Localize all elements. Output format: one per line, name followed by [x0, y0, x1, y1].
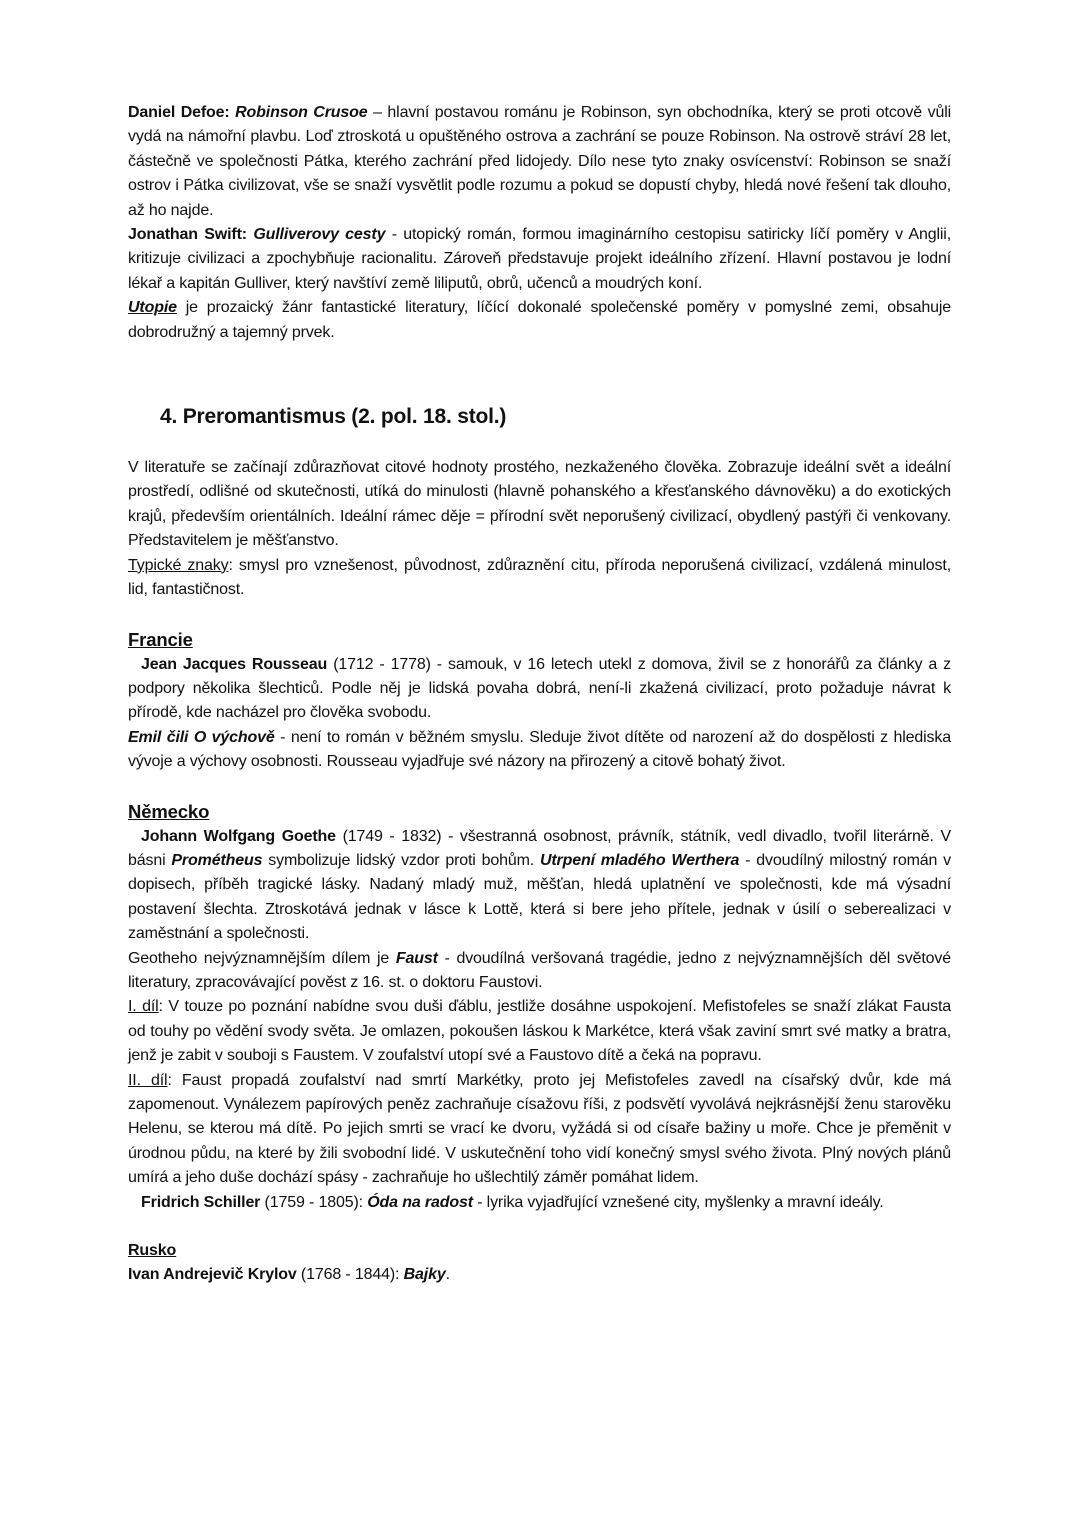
paragraph-text: – hlavní postavou románu je Robinson, syn obchodníka, který se proti otcově vůli vydá na námořní plavbu. Loď ztroskotá u opuštěného ostrova a zachrání se pouze Robinson. Na ostrově stráví 28 let, částečně ve společnosti Pátka, kterého zachrání před lidojedy. Dílo nese tyto znaky osvícenství: Robinson se snaží ostrov i Pátka civilizovat, vše se snaží vysvětlit podle rozumu a pokud se dopustí chyby, hledá nové řešení tak dlouho, až ho najde. [128, 104, 952, 219]
paragraph-text: V literatuře se začínají zdůrazňovat citové hodnoty prostého, nezkaženého člověka. Zobrazuje ideální svět a ideální prostředí, odlišné od skutečnosti, utíká do minulosti (hlavně pohanského a křesťanského dávnověku) a do exotických krajů, především orientálních. Ideální rámec děje = přírodní svět neporušený civilizací, obydlený pastýři či venkovany. Představitelem je měšťanstvo. [128, 459, 951, 550]
paragraph-text: : V touze po poznání nabídne svou duši ďáblu, jestliže dosáhne uspokojení. Mefistofeles se snaží zlákat Fausta od touhy po vědění svody světa. Je omlazen, pokoušen láskou k Markétce, která však zaviní smrt své matky a bratra, jenž je zabit v souboji s Faustem. V zoufalství utopí své a Faustovo dítě a čeká na popravu. [128, 998, 951, 1065]
part-label: II. díl [128, 1071, 168, 1089]
swift-paragraph [128, 223, 951, 296]
rousseau-paragraph [128, 653, 951, 726]
author-name: Jonathan Swift: [128, 226, 247, 244]
author-name: Daniel Defoe: [128, 104, 230, 121]
faust-paragraph [128, 947, 951, 996]
faust-part1-paragraph [128, 995, 951, 1068]
author-name: Fridrich Schiller [141, 1193, 261, 1211]
paragraph-text: : smysl pro vznešenost, původnost, zdůraznění citu, příroda neporušená civilizací, vzdálená minulost, lid, fantastičnost. [128, 556, 951, 599]
subheading-nemecko: Německo [128, 800, 210, 822]
section-heading: 4. Preromantismus (2. pol. 18. stol.) [160, 405, 507, 429]
schiller-paragraph [128, 1191, 951, 1215]
author-name: Ivan Andrejevič Krylov [128, 1266, 297, 1284]
defoe-paragraph [128, 101, 951, 223]
paragraph-text: (1749 - 1832) - všestranná osobnost, právník, státník, vedl divadlo, tvořil literárně. V básni [128, 827, 951, 869]
traits-paragraph [128, 554, 951, 603]
document-page [128, 101, 951, 1288]
paragraph-text: - utopický román, formou imaginárního cestopisu satiricky líčí poměry v Anglii, kritizuje civilizaci a zpochybňuje racionalitu. Zároveň představuje projekt ideálního zřízení. Hlavní postavou je lodní lékař a kapitán Gulliver, který navštíví země liliputů, obrů, učenců a moudrých koní. [128, 226, 952, 292]
paragraph-text: - není to román v běžném smyslu. Sleduje život dítěte od narození až do dospělosti z hlediska vývoje a výchovy osobnosti. Rousseau vyjadřuje své názory na přirozený a citově bohatý život. [128, 728, 951, 771]
paragraph-text: symbolizuje lidský vzdor proti bohům. [262, 851, 540, 869]
subheading-rusko: Rusko [128, 1242, 177, 1260]
subheading-francie: Francie [128, 628, 193, 650]
author-name: Jean Jacques Rousseau [141, 655, 328, 673]
krylov-paragraph [128, 1263, 951, 1287]
traits-label: Typické znaky [128, 556, 229, 574]
paragraph-text: (1768 - 1844): [296, 1266, 404, 1284]
faust-part2-paragraph [128, 1069, 951, 1191]
author-name: Johann Wolfgang Goethe [141, 827, 336, 845]
work-title: Óda na radost [367, 1193, 473, 1211]
emil-paragraph [128, 726, 951, 775]
paragraph-text: je prozaický žánr fantastické literatury, líčící dokonalé společenské poměry v pomyslné zemi, obsahuje dobrodružný a tajemný prvek. [128, 299, 951, 341]
paragraph-text: (1712 - 1778) - samouk, v 16 letech utekl z domova, živil se z honorářů za články a z podpory několika šlechticů. Podle něj je lidská povaha dobrá, není-li zkažená civilizací, proto požaduje návrat k přírodě, kde nacházel pro člověka svobodu. [128, 655, 952, 722]
term: Utopie [128, 299, 177, 317]
paragraph-text: Geotheho nejvýznamnějším dílem je [128, 949, 396, 967]
intro-paragraph [128, 456, 951, 554]
paragraph-text: (1759 - 1805): [260, 1193, 368, 1211]
paragraph-text: - dvoudílná veršovaná tragédie, jedno z nejvýznamnějších děl světové literatury, zpracovávající pověst z 16. st. o doktoru Faustovi. [128, 949, 951, 991]
paragraph-text: . [445, 1266, 450, 1284]
work-title: Bajky [403, 1266, 446, 1284]
work-title: Faust [395, 949, 438, 967]
utopie-paragraph [128, 296, 951, 345]
work-title: Prométheus [171, 851, 263, 869]
paragraph-text: - lyrika vyjadřující vznešené city, myšlenky a mravní ideály. [472, 1193, 884, 1211]
work-title: Robinson Crusoe [235, 104, 368, 121]
part-label: I. díl [128, 998, 159, 1016]
paragraph-text: - dvoudílný milostný román v dopisech, příběh tragické lásky. Nadaný mladý muž, měšťan, hledá uplatnění ve společnosti, kde má výsadní postavení šlechta. Ztroskotává jednak v lásce k Lottě, která si bere jeho přítele, jednak v úsilí o seberealizaci v zaměstnání a společnosti. [128, 851, 951, 943]
work-title: Gulliverovy cesty [253, 226, 386, 244]
goethe-paragraph [128, 825, 951, 947]
paragraph-text: : Faust propadá zoufalství nad smrtí Markétky, proto jej Mefistofeles zavedl na císařský dvůr, kde má zapomenout. Vynálezem papírových peněz zachraňuje císažovu říši, z podsvětí vyvolává nejkrásnější ženu starověku Helenu, se kterou má dítě. Po jejich smrti se vrací ke dvoru, vyžádá si od císaře bažiny u moře. Chce je přeměnit v úrodnou půdu, na které by žili svobodní lidé. V uskutečnění toho vidí konečný smysl svého života. Plný nových plánů umírá a jeho duše dochází spásy - zachraňuje ho ušlechtilý záměr pomáhat lidem. [128, 1071, 951, 1187]
work-title: Emil čili O výchově [128, 728, 275, 746]
work-title: Utrpení mladého Werthera [539, 851, 740, 869]
